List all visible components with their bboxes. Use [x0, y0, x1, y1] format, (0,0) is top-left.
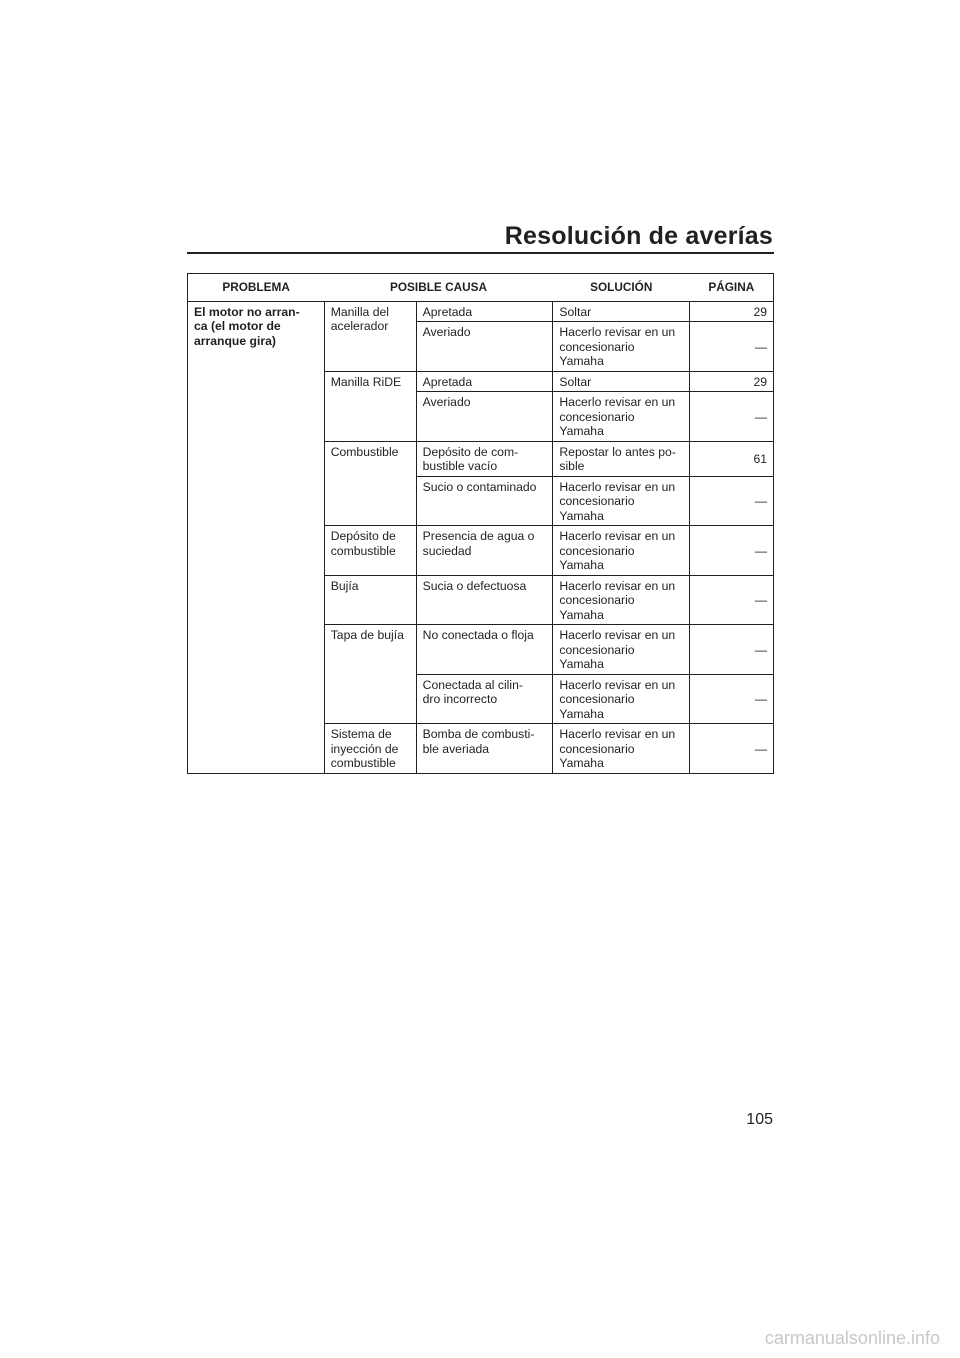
- detail-cell: Averiado: [416, 322, 553, 372]
- page-cell: 29: [690, 371, 774, 392]
- table-header-row: [188, 274, 774, 302]
- page-cell: 61: [690, 441, 774, 476]
- cause-cell: Manilla del acelerador: [324, 301, 416, 371]
- detail-cell: Depósito de com- bustible vacío: [416, 441, 553, 476]
- cause-cell: Depósito de combustible: [324, 526, 416, 576]
- detail-cell: Apretada: [416, 301, 553, 322]
- detail-cell: No conectada o floja: [416, 625, 553, 675]
- problem-cell: El motor no arran- ca (el motor de arranque gira): [188, 301, 325, 773]
- page-cell: 29: [690, 301, 774, 322]
- detail-cell: Averiado: [416, 392, 553, 442]
- cause-cell: Sistema de inyección de combustible: [324, 724, 416, 774]
- solution-cell: Hacerlo revisar en un concesionario Yamaha: [553, 674, 690, 724]
- header-cause: POSIBLE CAUSA: [324, 274, 553, 302]
- page-cell: —: [690, 322, 774, 372]
- detail-cell: Sucia o defectuosa: [416, 575, 553, 625]
- solution-cell: Soltar: [553, 371, 690, 392]
- solution-cell: Hacerlo revisar en un concesionario Yamaha: [553, 526, 690, 576]
- page-title: Resolución de averías: [504, 222, 773, 250]
- table-body: [188, 301, 774, 773]
- detail-cell: Conectada al cilin- dro incorrecto: [416, 674, 553, 724]
- solution-cell: Soltar: [553, 301, 690, 322]
- page-number: 105: [746, 1111, 773, 1128]
- troubleshooting-table: [187, 273, 774, 774]
- page-cell: —: [690, 625, 774, 675]
- cause-cell: Combustible: [324, 441, 416, 526]
- detail-cell: Bomba de combusti- ble averiada: [416, 724, 553, 774]
- solution-cell: Hacerlo revisar en un concesionario Yamaha: [553, 575, 690, 625]
- page-cell: —: [690, 674, 774, 724]
- solution-cell: Hacerlo revisar en un concesionario Yamaha: [553, 625, 690, 675]
- solution-cell: Repostar lo antes po- sible: [553, 441, 690, 476]
- detail-cell: Sucio o contaminado: [416, 476, 553, 526]
- header-problem: PROBLEMA: [188, 274, 325, 302]
- page-cell: —: [690, 724, 774, 774]
- detail-cell: Presencia de agua o suciedad: [416, 526, 553, 576]
- cause-cell: Bujía: [324, 575, 416, 625]
- table-row: [188, 301, 774, 322]
- cause-cell: Manilla RiDE: [324, 371, 416, 441]
- solution-cell: Hacerlo revisar en un concesionario Yamaha: [553, 322, 690, 372]
- watermark: carmanualsonline.info: [764, 1328, 940, 1348]
- page-cell: —: [690, 526, 774, 576]
- solution-cell: Hacerlo revisar en un concesionario Yamaha: [553, 392, 690, 442]
- header-solution: SOLUCIÓN: [553, 274, 690, 302]
- detail-cell: Apretada: [416, 371, 553, 392]
- solution-cell: Hacerlo revisar en un concesionario Yamaha: [553, 476, 690, 526]
- solution-cell: Hacerlo revisar en un concesionario Yamaha: [553, 724, 690, 774]
- page-cell: —: [690, 392, 774, 442]
- page-cell: —: [690, 575, 774, 625]
- cause-cell: Tapa de bujía: [324, 625, 416, 724]
- page-cell: —: [690, 476, 774, 526]
- title-divider: [187, 252, 774, 254]
- header-page: PÁGINA: [690, 274, 774, 302]
